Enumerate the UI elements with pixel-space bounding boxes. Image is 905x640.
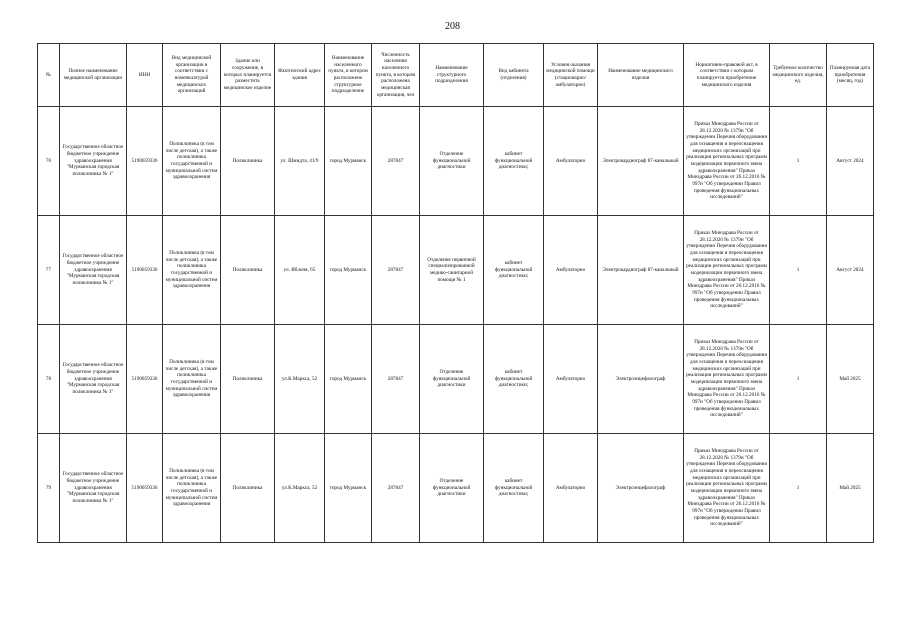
cell-unit: Отделение функциональной диагностики — [420, 325, 484, 434]
cell-act: Приказ Минздрава России от 28.12.2020 № 1379н "Об утверждении Перечня оборудования для оснащения и переоснащения медицинских организаций при реализации региональных программ модернизации первичного звена здравоохранения" Приказ Минздрава России от 26.12.2016 № 997н "Об утверждении Правил проведения функциональных исследований" — [684, 216, 770, 325]
cell-address: ул.К.Маркса, 52 — [275, 434, 325, 543]
cell-cabinet: кабинет функциональной диагностики; — [484, 325, 544, 434]
header-org: Полное наименование медицинской организации — [60, 44, 127, 107]
header-org-type: Вид медицинской организации в соответствии с номенклатурой медицинских организаций — [163, 44, 221, 107]
cell-num: 77 — [38, 216, 60, 325]
cell-act: Приказ Минздрава России от 28.12.2020 № 1379н "Об утверждении Перечня оборудования для оснащения и переоснащения медицинских организаций при реализации региональных программ модернизации первичного звена здравоохранения" Приказ Минздрава России от 26.12.2016 № 997н "Об утверждении Правил проведения функциональных исследований" — [684, 325, 770, 434]
cell-date: Август 2024 — [827, 107, 874, 216]
cell-qty: 1 — [770, 434, 827, 543]
cell-org-type: Поликлиника (в том числе детская), а также поликлиника государственной и муниципальной систем здравоохранения — [163, 216, 221, 325]
cell-device: Электрокардиограф 87-канальный — [598, 216, 684, 325]
cell-qty: 1 — [770, 216, 827, 325]
cell-settlement: город Мурманск — [325, 434, 372, 543]
cell-device: Электроэнцефалограф — [598, 325, 684, 434]
cell-address: ул.К.Маркса, 52 — [275, 325, 325, 434]
table-row — [38, 216, 874, 325]
cell-act: Приказ Минздрава России от 28.12.2020 № 1379н "Об утверждении Перечня оборудования для оснащения и переоснащения медицинских организаций при реализации региональных программ модернизации первичного звена здравоохранения" Приказ Минздрава России от 26.12.2016 № 997н "Об утверждении Правил проведения функциональных исследований" — [684, 434, 770, 543]
cell-building: Поликлиника — [221, 434, 275, 543]
cell-unit: Отделение функциональной диагностики — [420, 434, 484, 543]
cell-population: 287847 — [372, 434, 420, 543]
table-row — [38, 325, 874, 434]
cell-inn: 5190059336 — [127, 434, 163, 543]
cell-org: Государственное областное бюджетное учреждение здравоохранения "Мурманская городская поликлиника № 1" — [60, 325, 127, 434]
cell-qty: 1 — [770, 107, 827, 216]
cell-org: Государственное областное бюджетное учреждение здравоохранения "Мурманская городская поликлиника № 1" — [60, 434, 127, 543]
cell-org-type: Поликлиника (в том числе детская), а также поликлиника государственной и муниципальной систем здравоохранения — [163, 325, 221, 434]
cell-org: Государственное областное бюджетное учреждение здравоохранения "Мурманская городская поликлиника № 1" — [60, 107, 127, 216]
header-conditions: Условия оказания медицинской помощи (стационарно/амбулаторно) — [544, 44, 598, 107]
header-num: № — [38, 44, 60, 107]
cell-num: 78 — [38, 325, 60, 434]
cell-address: ул. Шмидта, 41/9 — [275, 107, 325, 216]
cell-inn: 5190059336 — [127, 325, 163, 434]
cell-building: Поликлиника — [221, 325, 275, 434]
header-cabinet: Вид кабинета (отделения) — [484, 44, 544, 107]
cell-population: 287847 — [372, 107, 420, 216]
table-row — [38, 434, 874, 543]
cell-conditions: Амбулаторно — [544, 325, 598, 434]
cell-settlement: город Мурманск — [325, 107, 372, 216]
cell-num: 76 — [38, 107, 60, 216]
cell-settlement: город Мурманск — [325, 325, 372, 434]
header-date: Планируемая дата приобретения (месяц, год) — [827, 44, 874, 107]
header-settlement: Наименование населенного пункта, в котором расположено структурное подразделение — [325, 44, 372, 107]
cell-num: 79 — [38, 434, 60, 543]
cell-inn: 5190059336 — [127, 216, 163, 325]
cell-population: 287847 — [372, 325, 420, 434]
header-building: Здание или сооружение, в которых планируется разместить медицинское изделие — [221, 44, 275, 107]
cell-population: 287847 — [372, 216, 420, 325]
cell-qty: 1 — [770, 325, 827, 434]
cell-inn: 5190059336 — [127, 107, 163, 216]
header-device: Наименование медицинского изделия — [598, 44, 684, 107]
table-row — [38, 107, 874, 216]
cell-unit: Отделение функциональной диагностики — [420, 107, 484, 216]
cell-date: Май 2025 — [827, 325, 874, 434]
cell-building: Поликлиника — [221, 216, 275, 325]
header-address: Фактический адрес здания — [275, 44, 325, 107]
cell-cabinet: кабинет функциональной диагностики; — [484, 216, 544, 325]
cell-device: Электроэнцефалограф — [598, 434, 684, 543]
page-number: 208 — [445, 21, 460, 32]
cell-org-type: Поликлиника (в том числе детская), а также поликлиника государственной и муниципальной систем здравоохранения — [163, 107, 221, 216]
header-unit: Наименование структурного подразделения — [420, 44, 484, 107]
cell-conditions: Амбулаторно — [544, 107, 598, 216]
cell-building: Поликлиника — [221, 107, 275, 216]
cell-unit: Отделение первичной специализированной медико-санитарной помощи № 1 — [420, 216, 484, 325]
cell-date: Май 2025 — [827, 434, 874, 543]
cell-org-type: Поликлиника (в том числе детская), а также поликлиника государственной и муниципальной систем здравоохранения — [163, 434, 221, 543]
cell-date: Август 2024 — [827, 216, 874, 325]
cell-cabinet: кабинет функциональной диагностики; — [484, 434, 544, 543]
cell-cabinet: кабинет функциональной диагностики; — [484, 107, 544, 216]
cell-conditions: Амбулаторно — [544, 216, 598, 325]
header-act: Нормативно-правовой акт, в соответствии с которым планируется приобретение медицинского изделия — [684, 44, 770, 107]
cell-org: Государственное областное бюджетное учреждение здравоохранения "Мурманская городская поликлиника № 1" — [60, 216, 127, 325]
cell-settlement: город Мурманск — [325, 216, 372, 325]
header-qty: Требуемое количество медицинского изделия, ед. — [770, 44, 827, 107]
equipment-table — [37, 43, 874, 543]
table-header-row — [38, 44, 874, 107]
header-population: Численность населения населенного пункта, в котором расположена медицинская организация, чел — [372, 44, 420, 107]
cell-act: Приказ Минздрава России от 28.12.2020 № 1379н "Об утверждении Перечня оборудования для оснащения и переоснащения медицинских организаций при реализации региональных программ модернизации первичного звена здравоохранения" Приказ Минздрава России от 26.12.2016 № 997н "Об утверждении Правил проведения функциональных исследований" — [684, 107, 770, 216]
header-inn: ИНН — [127, 44, 163, 107]
cell-device: Электрокардиограф 87-канальный — [598, 107, 684, 216]
cell-address: ул. Яблоня, 65 — [275, 216, 325, 325]
cell-conditions: Амбулаторно — [544, 434, 598, 543]
